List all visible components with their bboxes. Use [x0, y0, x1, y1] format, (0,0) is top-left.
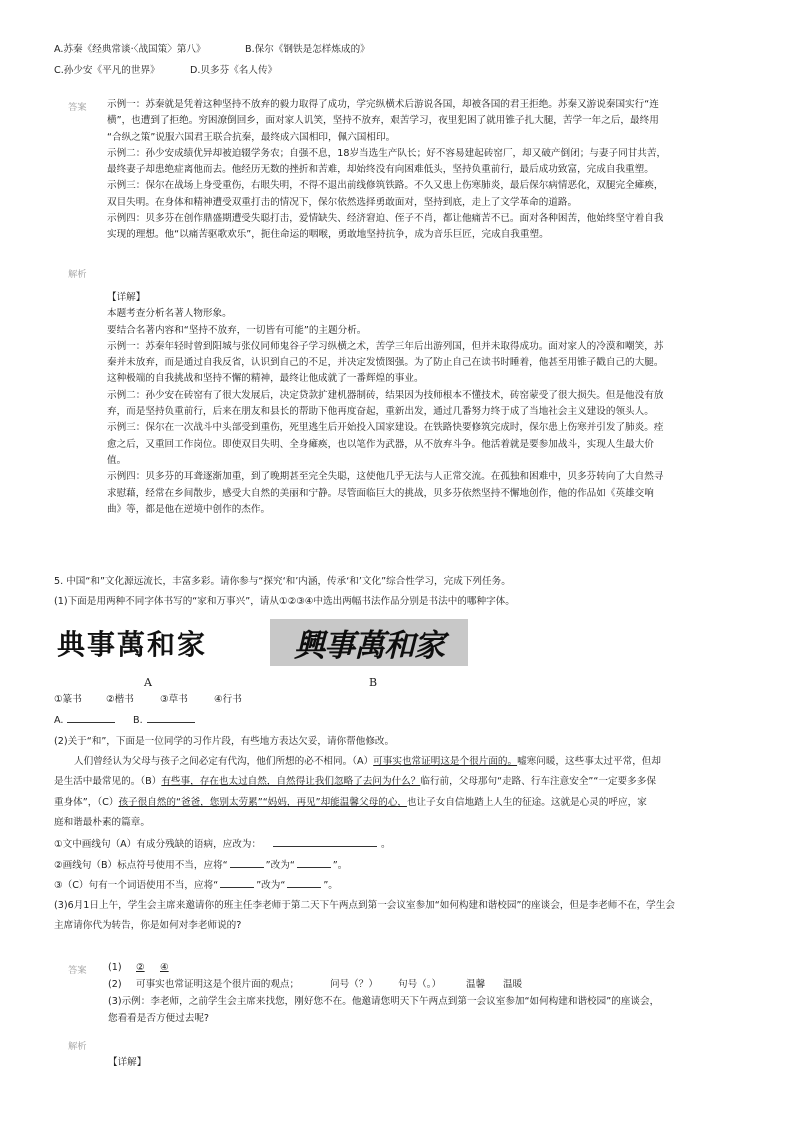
analysis-1-line: 这种极端的自我挑战和坚持不懈的精神，最终让他成就了一番辉煌的事业。 [107, 373, 424, 385]
passage-text: 是生活中最常见的。（B） [54, 776, 162, 787]
answer-2-row-2-label: (2) [108, 979, 122, 990]
task-item-2 [54, 857, 347, 874]
answer-tag: 答案 [68, 102, 87, 113]
choice-1: ①篆书 [54, 694, 82, 705]
calligraphy-a-text: 典事萬和家 [57, 627, 208, 661]
answer-2-row-2-e: 温暖 [503, 979, 523, 990]
task-text: ③（C）句有一个词语使用不当，应将“ [54, 880, 219, 891]
choice-3: ③草书 [160, 694, 188, 705]
answer-1-line: 示例一：苏秦就是凭着这种坚持不放弃的毅力取得了成功，学完纵横术后游说各国，却被各国的君王拒绝。苏秦又游说秦国实行“连 [107, 99, 659, 110]
task-text: ”改为“ [256, 880, 286, 891]
task-2-blank-b[interactable] [297, 857, 331, 868]
choice-2: ②楷书 [106, 694, 134, 705]
fill-a-blank[interactable] [67, 712, 115, 723]
passage-line-1 [74, 754, 661, 770]
answer-2-row-1-label: (1) [108, 962, 122, 973]
task-text: ”。 [332, 860, 348, 871]
choice-4: ④行书 [214, 694, 242, 705]
option-d: D.贝多芬《名人传》 [190, 65, 278, 76]
analysis-1-line: 愈之后，又重回工作岗位。即使双目失明、全身瘫痪，也以笔作为武器，从不放弃斗争。他活着就是要参加战斗，实现人生最大价 [107, 438, 654, 450]
analysis-tag: 解析 [68, 269, 87, 280]
passage-line-4: 庭和谐最朴素的篇章。 [54, 817, 150, 828]
passage-text: 临行前，父母那句“走路、行车注意安全”“一定要多多保 [420, 776, 656, 787]
option-c: C.孙少安《平凡的世界》 [54, 65, 160, 76]
analysis-1-line: 秦并未放弃，而是通过自我反省，认识到自己的不足，并决定发愤图强。为了防止自己在读书时睡着，他甚至用锥子戳自己的大腿。 [107, 357, 664, 369]
analysis-1-line: 示例二：孙少安在砖窑有了很大发展后，决定贷款扩建机器制砖，结果因为技师根本不懂技术，砖窑蒙受了很大损失。但是他没有放 [107, 389, 664, 401]
question-5-sub2: (2)关于“和”，下面是一位同学的习作片段，有些地方表达欠妥，请你帮他修改。 [54, 736, 395, 747]
task-item-1 [54, 836, 391, 853]
answer-2-row-3-line-1: (3)示例：李老师，之前学生会主席来找您，刚好您不在。他邀请您明天下午两点到第一会议室参加“如何构建和谐校园”的座谈会， [108, 996, 660, 1007]
question-5-sub1: (1)下面是用两种不同字体书写的“家和万事兴”，请从①②③④中选出两幅书法作品分别是书法中的哪种字体。 [54, 596, 515, 607]
analysis-1-block [107, 290, 663, 518]
answer-1-line: 双目失明。在身体和精神遭受双重打击的情况下，保尔依然选择勇敢面对，坚持到底，走上了文学革命的道路。 [107, 196, 578, 208]
task-3-blank-a[interactable] [220, 877, 254, 888]
analysis-1-line: 本题考查分析名著人物形象。 [107, 308, 232, 320]
answer-tag-2: 答案 [68, 965, 87, 976]
analysis-1-line: 示例四：贝多芬的耳聋逐渐加重，到了晚期甚至完全失聪，这使他几乎无法与人正常交流。在孤独和困难中，贝多芬转向了大自然寻 [107, 471, 664, 483]
answer-2-row-1-b: ④ [160, 962, 169, 973]
question-5-sub3-line-1 [54, 898, 675, 914]
answer-1-line: “合纵之策”说服六国君王联合抗秦，最终成六国相印，佩六国相印。 [107, 131, 396, 143]
answer-1-line: 最终妻子却患绝症离他而去。他经历无数的挫折和苦难，却始终没有向困难低头，坚持负重前行，最后成功致富，完成自我重塑。 [107, 164, 654, 176]
fill-b [133, 712, 195, 729]
analysis-1-line: 曲》等，都是他在逆境中创作的杰作。 [107, 503, 271, 515]
answer-1-line: 示例三：保尔在战场上身受重伤，右眼失明，不得不退出前线修筑铁路。不久又患上伤寒肺炎，最后保尔病情恶化，双腿完全瘫痪， [107, 180, 664, 192]
answer-2-row-2-a: 可事实也常证明这是个很片面的观点； [136, 979, 300, 990]
task-text: ”。 [323, 880, 338, 891]
analysis-1-line: 弃，而是坚持负重前行，后来在朋友和县长的帮助下他再度奋起，重新出发，通过几番努力终于成了当地社会主义建设的领头人。 [107, 406, 654, 418]
passage-text: 嘘寒问暖，这些事太过平常，但却 [517, 756, 661, 767]
analysis-1-line: 示例三：保尔在一次战斗中头部受到重伤，死里逃生后开始投入国家建设。在铁路快要修筑完成时，保尔患上伤寒并引发了肺炎。痊 [107, 422, 664, 434]
task-2-blank-a[interactable] [230, 857, 264, 868]
task-text: ①文中画线句（A）有成分残缺的语病，应改为： [54, 839, 262, 850]
passage-line-3 [54, 795, 647, 811]
option-a: A.苏秦《经典常谈·〈战国策〉第八》 [54, 44, 206, 55]
analysis-2-detail: 【详解】 [108, 1057, 147, 1068]
calligraphy-label-b: B [369, 676, 378, 689]
analysis-1-line: 求慰藉，经常在乡间散步，感受大自然的美丽和宁静。尽管面临巨大的挑战，贝多芬依然坚持不懈地创作，他的作品如《英雄交响 [107, 487, 654, 499]
analysis-1-line: 值。 [107, 454, 127, 466]
task-item-3 [54, 877, 338, 894]
task-text: ”改为“ [265, 860, 295, 871]
answer-2-row-2-b: 问号（？） [330, 979, 378, 990]
sub3-text: (3)6月1日上午，学生会主席来邀请你的班主任李老师于第二天下午两点到第一会议室参加“如何构建和谐校园”的座谈会，但是李老师不在，学生会 [54, 900, 675, 911]
fill-a-label: A. [54, 715, 64, 726]
passage-text: 重身体”，（C） [54, 797, 119, 808]
analysis-tag-2: 解析 [68, 1041, 87, 1052]
underlined-sentence-c: 孩子很自然的“爸爸，您别太劳累”“妈妈，再见”却能温馨父母的心， [118, 797, 407, 808]
answer-2-row-3-line-2: 您看看是否方便过去呢? [108, 1013, 210, 1024]
analysis-1-line: 【详解】 [107, 292, 146, 303]
task-3-blank-b[interactable] [287, 877, 321, 888]
answer-1-line: 示例二：孙少安成绩优异却被迫辍学务农；自强不息，18岁当选生产队长；好不容易建起砖窑厂，却又破产倒闭；与妻子同甘共苦， [107, 147, 667, 159]
task-1-blank[interactable] [273, 836, 377, 847]
question-5-title: 5. 中国“和”文化源远流长，丰富多彩。请你参与“探究‘和’内涵，传承‘和’文化”综合性学习，完成下列任务。 [54, 576, 511, 587]
calligraphy-b-text: 興事萬和家 [294, 628, 444, 664]
analysis-1-line: 要结合名著内容和“坚持不放弃，一切皆有可能”的主题分析。 [107, 324, 367, 336]
answer-2-row-2-d: 温馨 [466, 979, 486, 990]
underlined-sentence-a: 可事实也常证明这是个很片面的。 [373, 756, 518, 767]
fill-b-blank[interactable] [147, 712, 195, 723]
task-text: 。 [381, 839, 391, 850]
underlined-sentence-b: 有些事，存在也太过自然，自然得让我们忽略了去问为什么？ [161, 776, 421, 787]
calligraphy-label-a: A [144, 676, 152, 689]
answer-1-block [107, 97, 666, 244]
fill-b-label: B. [133, 715, 143, 726]
answer-2-row-1-a: ② [136, 962, 145, 973]
task-text: ②画线句（B）标点符号使用不当，应将“ [54, 860, 228, 871]
calligraphy-b-image [270, 619, 468, 666]
analysis-1-line: 示例一：苏秦年轻时曾到阳城与张仪同师鬼谷子学习纵横之术，苦学三年后出游列国，但并未取得成功。面对家人的冷漠和嘲笑，苏 [107, 340, 664, 352]
answer-1-line: 实现的理想。他“以痛苦驱歌欢乐”，扼住命运的咽喉，勇敢地坚持抗争，成为音乐巨匠，完成自我重塑。 [107, 229, 549, 241]
answer-1-line: 示例四：贝多芬在创作鼎盛期遭受失聪打击，爱情缺失、经济窘迫、侄子不肖，都让他痛苦不已。面对各种困苦，他始终坚守着自我 [107, 213, 664, 225]
passage-line-2 [54, 774, 656, 790]
passage-text: 也让子女自信地踏上人生的征途。这就是心灵的呼应，家 [406, 797, 647, 808]
passage-text: 人们曾经认为父母与孩子之间必定有代沟，他们所想的必不相同。（A） [74, 756, 374, 767]
question-5-sub3-line-2: 主席请你代为转告，你是如何对李老师说的? [54, 920, 242, 931]
fill-a [54, 712, 115, 729]
answer-2-row-2-c: 句号（。） [398, 979, 442, 990]
answer-1-line: 横”，也遭到了拒绝。穷困潦倒回乡，面对家人讥笑，坚持不放弃，艰苦学习，夜里犯困了就用锥子扎大腿，苦学一年之后，最终用 [107, 115, 659, 127]
option-b: B.保尔《钢铁是怎样炼成的》 [245, 44, 370, 55]
calligraphy-a-image [57, 619, 263, 666]
